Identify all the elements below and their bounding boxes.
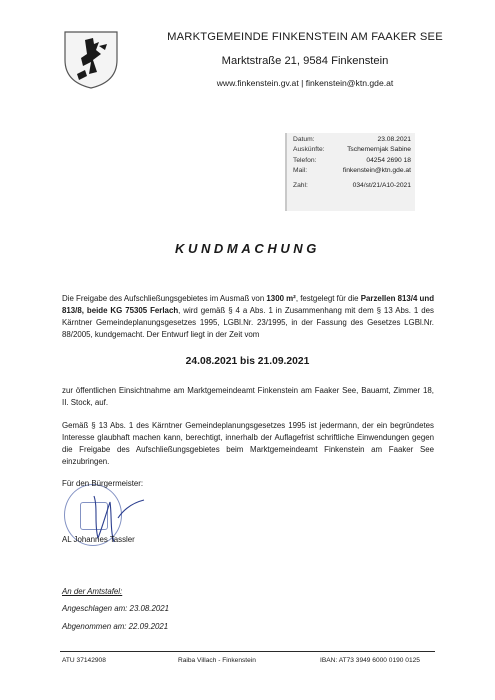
coat-of-arms-logo bbox=[63, 30, 119, 90]
removed-date: Abgenommen am: 22.09.2021 bbox=[62, 622, 169, 631]
info-label: Mail: bbox=[293, 166, 308, 174]
reference-info-box bbox=[285, 133, 415, 211]
organization-contact: www.finkenstein.gv.at | finkenstein@ktn.gde.at bbox=[216, 78, 394, 88]
area-value: 1300 m² bbox=[266, 294, 296, 303]
info-value: 04254 2690 18 bbox=[366, 156, 411, 164]
text-run: Die Freigabe des Aufschließungsgebietes im Ausmaß von bbox=[62, 294, 267, 303]
announcement-paragraph-2: zur öffentlichen Einsichtnahme am Marktgemeindeamt Finkenstein am Faaker See, Bauamt, Zimmer 18, II. Stock, auf. bbox=[62, 386, 434, 407]
footer-bank: Raiba Villach - Finkenstein bbox=[178, 657, 256, 664]
text-run: , wird gemäß § 4 a Abs. 1 in Zusammenhang mit dem § 13 Abs. 1 des Kärntner Gemeindeplanungsgesetzes 1995, LGBl.Nr. 23/1995, in der Fassung des Gesetzes LGBl.Nr. 88/2005, kundgemacht. Der Entwurf liegt in der Zeit vom bbox=[62, 305, 434, 339]
info-value: finkenstein@ktn.gde.at bbox=[342, 166, 411, 174]
info-label: Zahl: bbox=[293, 182, 308, 190]
info-row-datum bbox=[287, 135, 415, 145]
display-period: 24.08.2021 bis 21.09.2021 bbox=[185, 356, 310, 367]
info-value: 034/st/21/A10-2021 bbox=[352, 182, 411, 190]
info-value: Tschemernjak Sabine bbox=[347, 146, 411, 154]
info-value: 23.08.2021 bbox=[377, 136, 411, 143]
info-label: Telefon: bbox=[293, 156, 317, 164]
notice-board-label: An der Amtstafel: bbox=[62, 587, 123, 596]
footer-vat-number: ATU 37142908 bbox=[62, 657, 106, 664]
announcement-paragraph-1 bbox=[62, 293, 434, 341]
organization-name: MARKTGEMEINDE FINKENSTEIN AM FAAKER SEE bbox=[167, 31, 443, 43]
info-label: Datum: bbox=[293, 136, 315, 143]
text-run: , festgelegt für die bbox=[295, 294, 361, 303]
footer-iban: IBAN: AT73 3949 6000 0190 0125 bbox=[320, 657, 420, 664]
info-label: Auskünfte: bbox=[293, 146, 325, 154]
footer-divider bbox=[60, 651, 435, 652]
organization-address: Marktstraße 21, 9584 Finkenstein bbox=[221, 55, 389, 67]
info-row-zahl bbox=[287, 181, 415, 191]
document-title: KUNDMACHUNG bbox=[174, 241, 321, 256]
signatory-name: AL Johannes Tassler bbox=[62, 535, 135, 544]
info-row-telefon bbox=[287, 156, 415, 166]
info-row-mail bbox=[287, 166, 415, 176]
posted-date: Angeschlagen am: 23.08.2021 bbox=[62, 604, 170, 613]
parcel-reference: Parzellen 813/4 und 813/8, beide KG 75305 Ferlach bbox=[62, 294, 435, 315]
signature-label: Für den Bürgermeister: bbox=[62, 479, 144, 488]
info-row-auskuenfte bbox=[287, 145, 415, 155]
announcement-paragraph-3: Gemäß § 13 Abs. 1 des Kärntner Gemeindeplanungsgesetzes 1995 ist jedermann, der ein begründetes Interesse glaubhaft machen kann, berechtigt, innerhalb der Auflagefrist schriftliche Einwendungen gegen die Freigabe des Aufschließungsgebietes beim Marktgemeindeamt Finkenstein am Faaker See einzubringen. bbox=[62, 421, 434, 466]
